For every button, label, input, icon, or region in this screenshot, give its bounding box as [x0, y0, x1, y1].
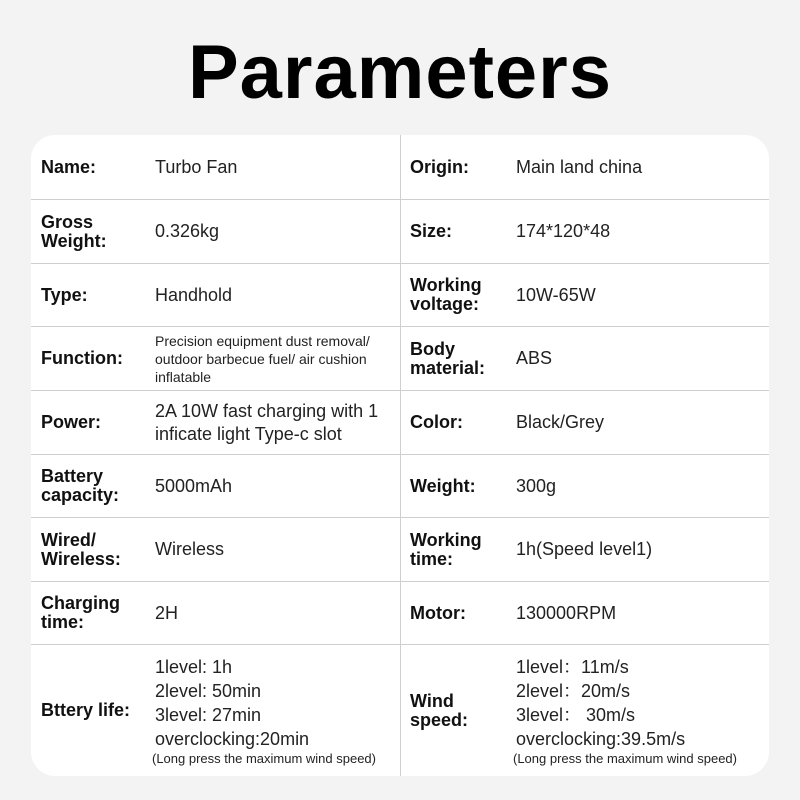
- param-label: Bttery life:: [41, 700, 131, 720]
- param-label: Size:: [410, 221, 453, 241]
- table-row: [31, 264, 769, 327]
- wind-speed-line: 1level：11m/s: [516, 656, 629, 677]
- param-value: ABS: [516, 348, 553, 368]
- param-label: Charging time:: [41, 593, 120, 632]
- param-value: 2A 10W fast charging with 1 inficate light Type-c slot: [155, 400, 379, 444]
- table-row: [31, 455, 769, 518]
- param-label: Motor:: [410, 602, 466, 623]
- param-value: Black/Grey: [516, 412, 605, 432]
- param-value: Wireless: [155, 539, 225, 559]
- param-value: Main land china: [516, 156, 643, 177]
- param-value: Turbo Fan: [155, 156, 238, 177]
- param-value: 5000mAh: [155, 475, 233, 496]
- param-value: 10W-65W: [516, 284, 596, 305]
- table-row: [31, 518, 769, 582]
- wind-speed-value: [513, 645, 769, 776]
- param-label: Wind speed:: [410, 690, 469, 730]
- battery-life-line: 1level: 1h: [155, 656, 233, 677]
- table-row: [31, 582, 769, 645]
- wind-speed-line: overclocking:39.5m/s: [516, 728, 686, 749]
- table-row: [31, 391, 769, 455]
- param-label: Power:: [41, 412, 102, 432]
- parameters-table: [31, 135, 769, 776]
- table-row: [31, 645, 769, 776]
- param-label: Wired/ Wireless:: [41, 529, 121, 569]
- param-value: 174*120*48: [516, 221, 611, 241]
- param-label: Body material:: [410, 338, 486, 378]
- param-label: Gross Weight:: [41, 211, 107, 251]
- battery-life-line: 3level: 27min: [155, 704, 262, 725]
- param-label: Function:: [41, 348, 123, 368]
- wind-speed-note: (Long press the maximum wind speed): [513, 750, 737, 766]
- param-value: 300g: [516, 475, 557, 496]
- param-label: Weight:: [410, 475, 476, 496]
- page-title: Parameters: [187, 30, 613, 115]
- param-label: Type:: [41, 284, 88, 305]
- table-row: [31, 200, 769, 264]
- param-label: Color:: [410, 412, 463, 432]
- wind-speed-line: 3level： 30m/s: [516, 704, 636, 725]
- param-label: Working voltage:: [410, 275, 482, 314]
- param-value: 130000RPM: [516, 602, 617, 623]
- battery-life-line: 2level: 50min: [155, 680, 262, 701]
- param-label: Working time:: [410, 529, 482, 569]
- param-value: Handhold: [155, 284, 233, 305]
- param-value: 0.326kg: [155, 221, 220, 241]
- param-value: Precision equipment dust removal/ outdoor barbecue fuel/ air cushion inflatable: [155, 332, 370, 385]
- battery-life-value: [152, 645, 405, 776]
- param-value: 2H: [155, 602, 179, 623]
- param-label: Origin:: [410, 156, 469, 177]
- battery-life-note: (Long press the maximum wind speed): [152, 750, 376, 766]
- table-row: [31, 327, 769, 391]
- battery-life-line: overclocking:20min: [155, 728, 310, 749]
- wind-speed-line: 2level：20m/s: [516, 680, 631, 701]
- param-label: Battery capacity:: [41, 466, 120, 505]
- table-row: [31, 135, 769, 200]
- param-value: 1h(Speed level1): [516, 539, 653, 559]
- param-label: Name:: [41, 156, 97, 177]
